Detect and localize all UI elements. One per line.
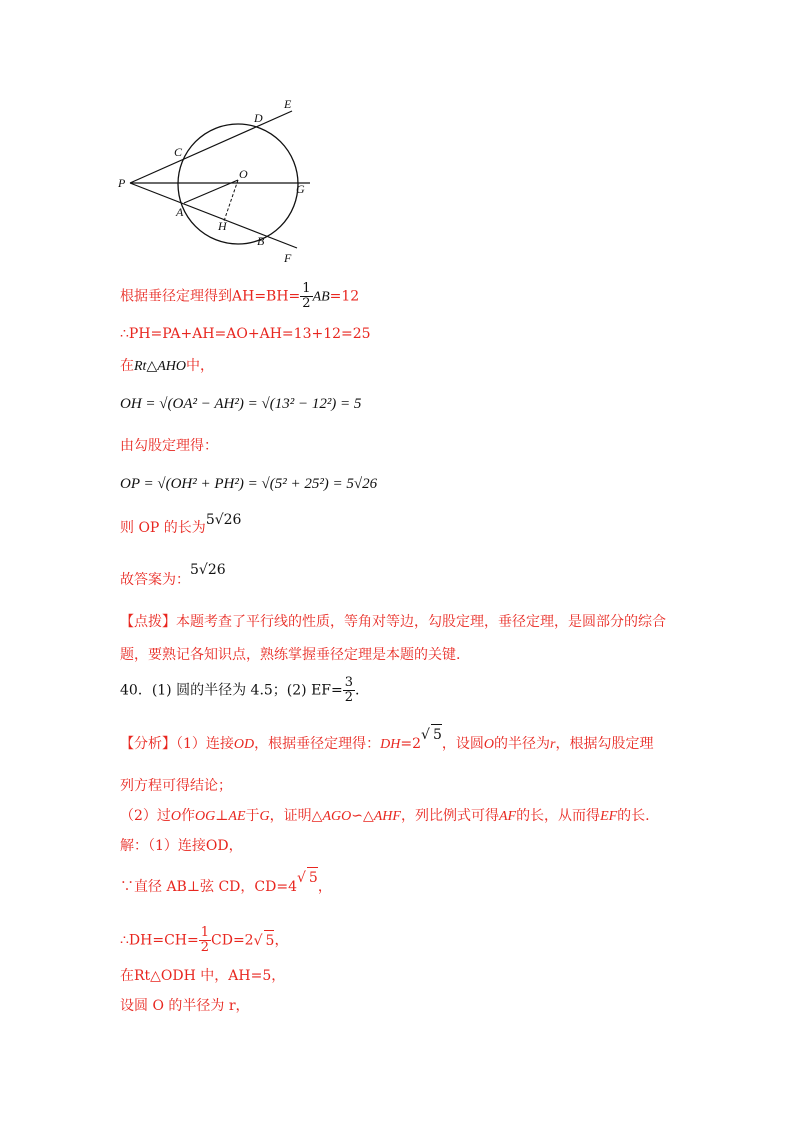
line-8 (120, 562, 226, 590)
text: ∴DH=CH= (120, 932, 199, 949)
circle-o (178, 124, 298, 244)
line-11-answer (120, 676, 360, 705)
math-var: EF (600, 809, 618, 824)
line-5: 由勾股定理得： (120, 438, 218, 454)
math-expr: AGO (322, 809, 352, 824)
text: ∵直径 AB⊥弦 CD，CD=4 (120, 879, 297, 895)
math-var: DH (380, 737, 401, 752)
text: =12 (329, 288, 360, 305)
math-var: r (550, 737, 556, 752)
text: ，根据垂径定理得： (254, 736, 381, 752)
frac-num: 1 (302, 281, 311, 296)
math-value: 5√26 (190, 562, 226, 578)
label-b: B (257, 234, 265, 248)
label-e: E (284, 97, 292, 111)
frac-num: 1 (200, 925, 210, 940)
radicand: 5 (264, 930, 275, 951)
label-f: F (284, 251, 292, 265)
label-p: P (118, 176, 126, 190)
text: 中， (185, 358, 214, 374)
text: ， (317, 879, 332, 895)
line-1 (120, 282, 359, 311)
line-16: ∵直径 AB⊥弦 CD，CD=4√ 5， (120, 876, 332, 897)
line-7 (120, 512, 242, 538)
line-17: ∴DH=CH= $\frac{1}{2}$ CD=2√ 5， (120, 925, 289, 955)
line-19: 设圆 O 的半径为 r， (120, 998, 250, 1014)
text: . (355, 682, 360, 699)
text: 的长，从而得 (516, 808, 601, 824)
line-oh (224, 180, 238, 221)
label-d: D (254, 111, 263, 125)
frac-den: 2 (200, 940, 210, 955)
line-15: 解：（1）连接OD， (120, 838, 243, 854)
line-12-analysis: 【分析】（1）连接OD，根据垂径定理得：DH=2√ 5，设圆O的半径为r，根据勾股定理 (120, 733, 653, 755)
line-18: 在Rt△ODH 中，AH=5， (120, 968, 286, 984)
math-expr: Rt△AHO (134, 359, 186, 374)
math-expr: AHF (373, 809, 401, 824)
text: ，设圆 (441, 736, 484, 752)
line-4-formula: OH = √(OA² − AH²) = √(13² − 12²) = 5 (120, 396, 362, 412)
text: 根据垂径定理得到AH=BH= (120, 288, 301, 305)
frac-den: 2 (344, 690, 354, 705)
line-9: 【点拨】本题考查了平行线的性质，等角对等边，勾股定理，垂径定理，是圆部分的综合 (120, 614, 666, 630)
frac-num: 3 (344, 675, 354, 690)
math-var: AF (498, 809, 517, 824)
line-14 (120, 806, 650, 827)
text: 作 (181, 808, 196, 824)
line-10: 题，要熟记各知识点，熟练掌握垂径定理是本题的关键. (120, 647, 461, 663)
text: ，列比例式可得 (400, 808, 499, 824)
math-expr: OG⊥AE (195, 809, 246, 824)
frac-den: 2 (302, 296, 311, 311)
line-3 (120, 356, 214, 377)
label-c: C (174, 145, 183, 159)
text: ∽△ (351, 808, 374, 824)
label-a: A (176, 205, 184, 219)
fraction (343, 676, 355, 705)
math-value: 5√26 (205, 512, 242, 528)
text: 在 (120, 358, 134, 374)
text: 的长. (617, 808, 650, 824)
text: （2）过 (120, 808, 171, 824)
text: 则 OP 的长为 (120, 520, 206, 536)
line-pe (130, 111, 292, 183)
fraction-half (300, 282, 312, 311)
radicand: 5 (307, 867, 318, 888)
text: =2 (400, 736, 422, 752)
text: ，根据勾股定理 (555, 736, 654, 752)
text: 的半径为 (494, 736, 550, 752)
line-6-formula: OP = √(OH² + PH²) = √(5² + 25²) = 5√26 (120, 476, 378, 492)
math-var: O (483, 737, 494, 752)
text: 40．(1) 圆的半径为 4.5；(2) EF= (120, 682, 343, 699)
math-var: AB (312, 289, 330, 305)
radicand: 5 (431, 724, 442, 745)
label-o: O (239, 167, 248, 181)
math-var: O (170, 809, 182, 824)
label-g: G (296, 182, 305, 196)
fraction-half (199, 926, 211, 955)
text: 故答案为： (120, 572, 190, 588)
math-var: OD (233, 737, 255, 752)
text: CD=2 (211, 932, 254, 949)
text: ， (274, 932, 289, 949)
line-13: 列方程可得结论； (120, 778, 232, 794)
line-2: ∴PH=PA+AH=AO+AH=13+12=25 (120, 326, 371, 342)
circle-diagram (112, 96, 327, 266)
text: 于 (245, 808, 260, 824)
math-var: G (259, 809, 270, 824)
label-h: H (218, 219, 227, 233)
text: 【分析】（1）连接 (120, 736, 234, 752)
text: ，证明△ (269, 808, 323, 824)
